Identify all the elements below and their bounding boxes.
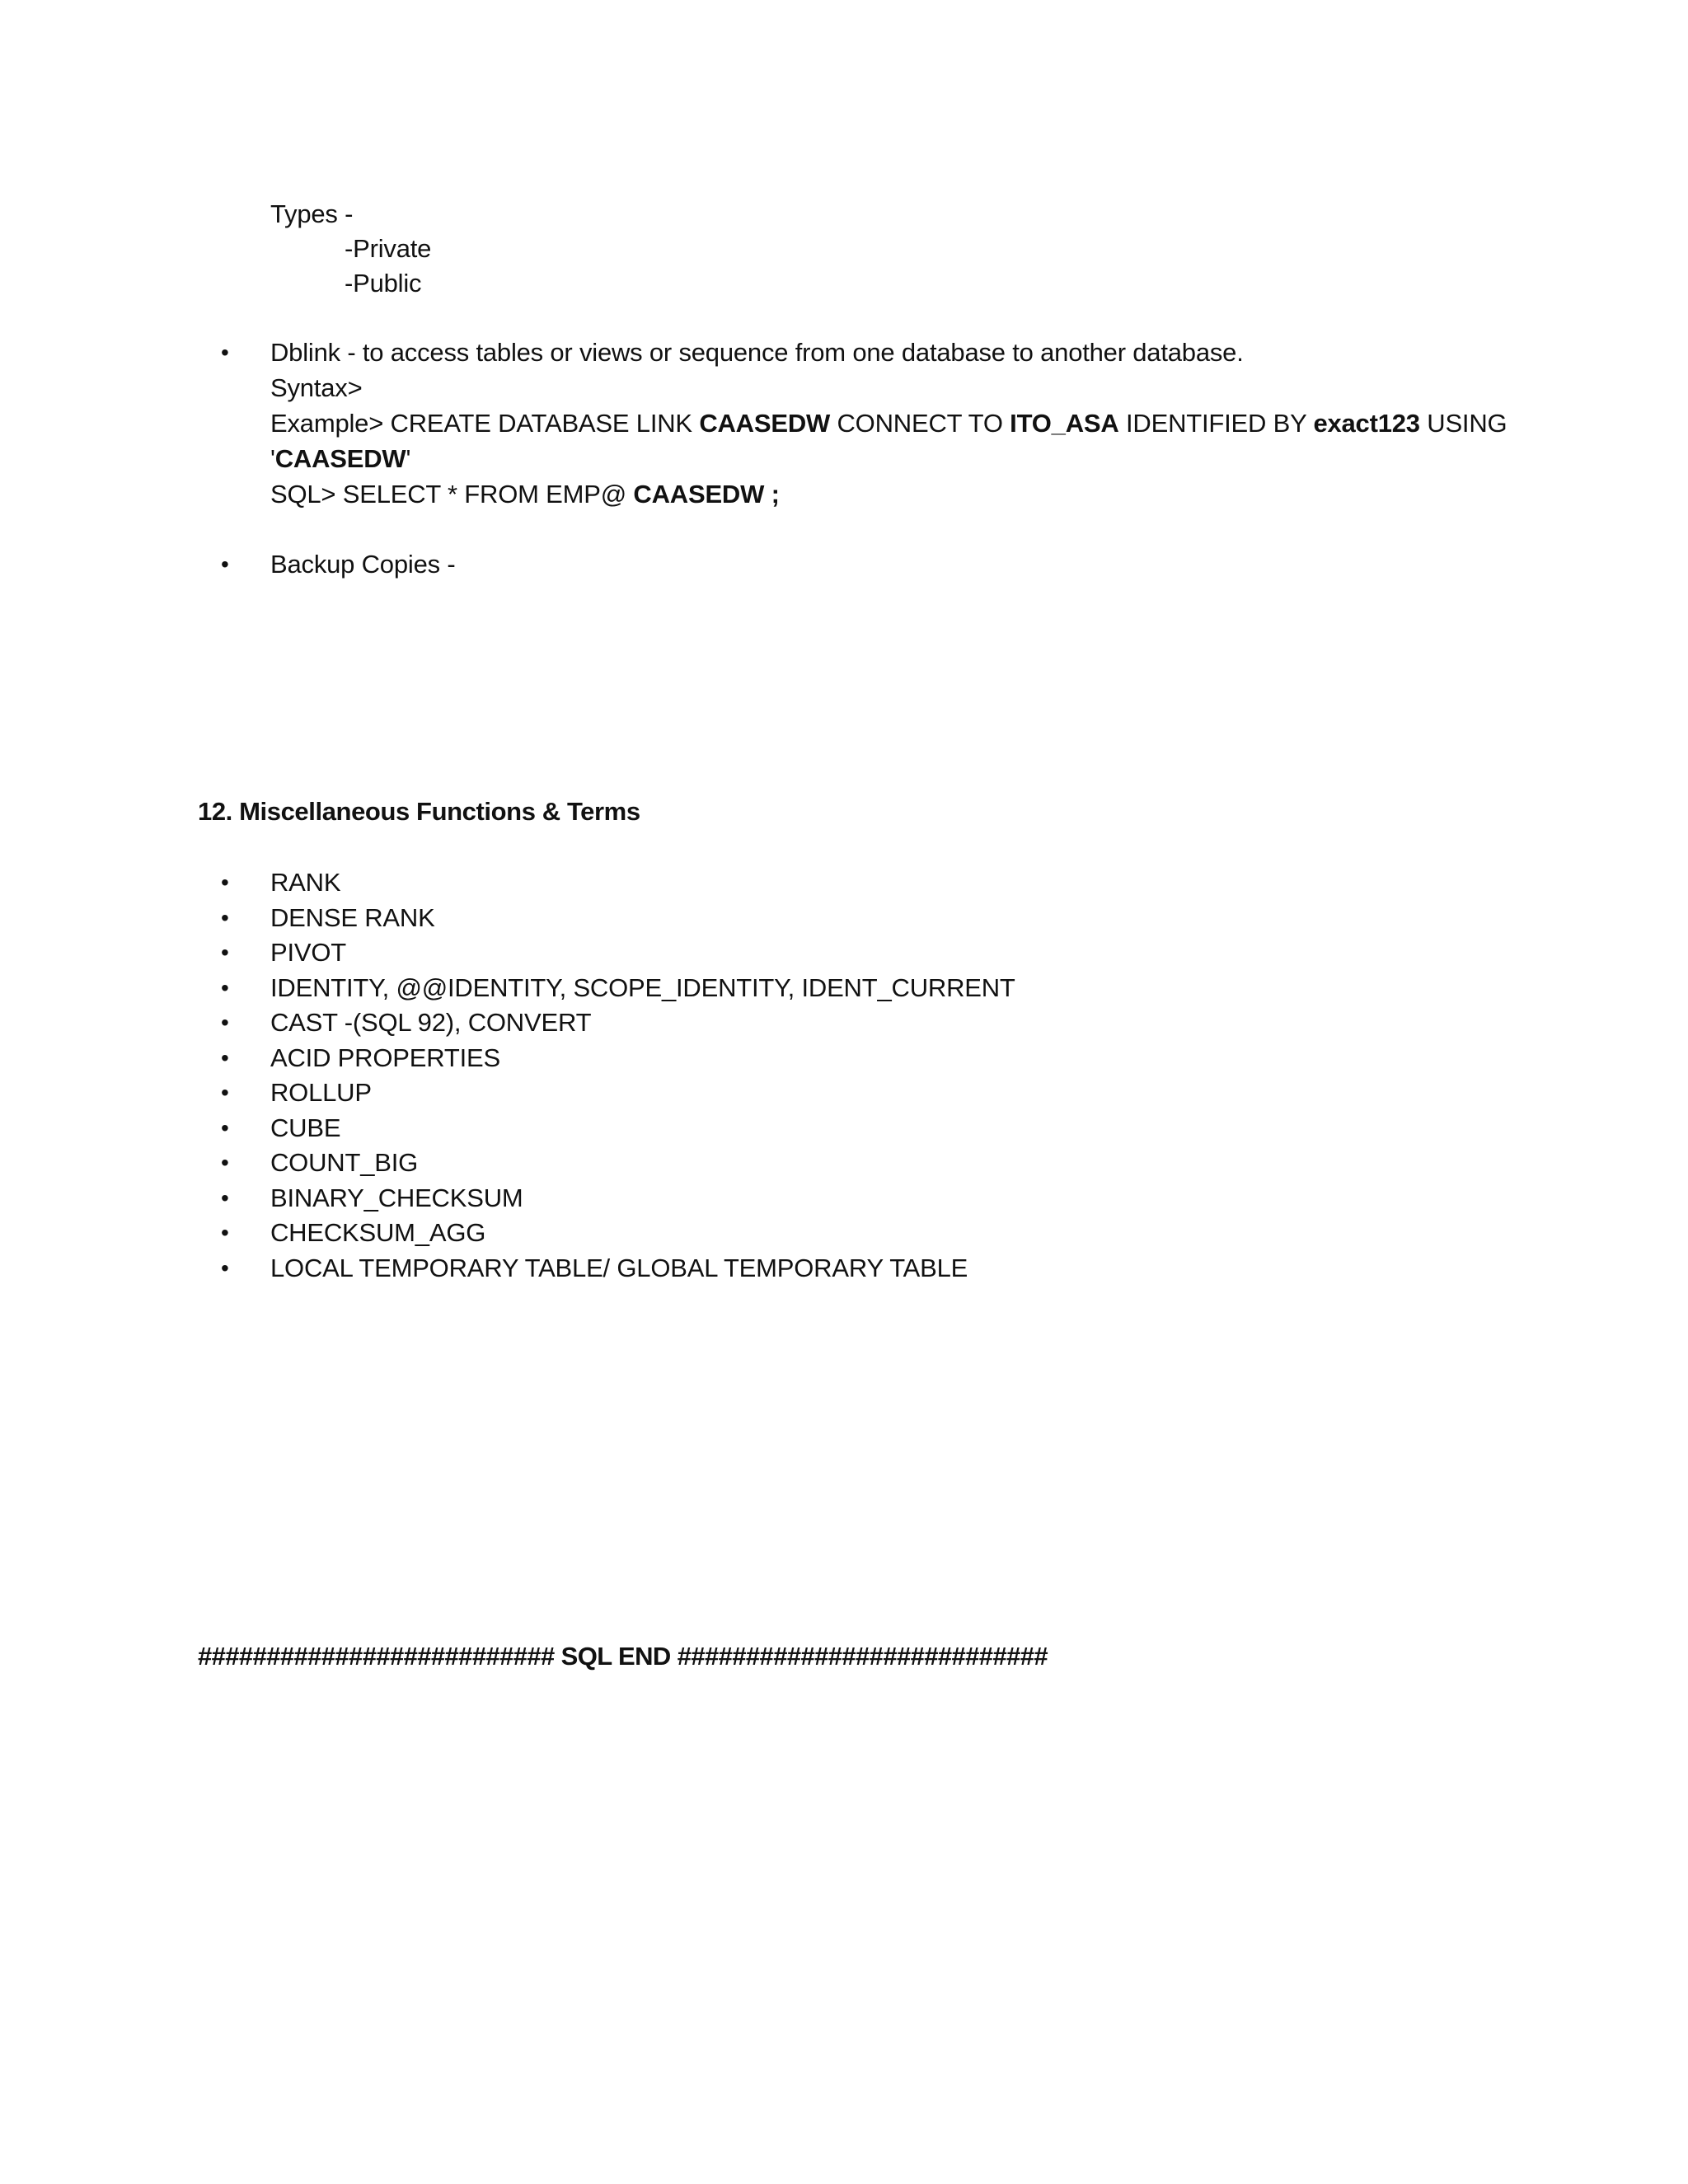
bullet-backup: •: [221, 551, 229, 577]
example-connect: CONNECT TO: [830, 409, 1010, 438]
example-identified: IDENTIFIED BY: [1118, 409, 1314, 438]
list-item-text: COUNT_BIG: [270, 1148, 419, 1177]
dblink-description: Dblink - to access tables or views or sequence from one database to another database.: [270, 338, 1244, 367]
backup-copies: Backup Copies -: [270, 550, 456, 579]
dblink-example: [270, 407, 1507, 440]
types-label: Types -: [270, 199, 354, 228]
quote-open: ': [270, 444, 275, 473]
example-password: exact123: [1313, 409, 1420, 438]
list-item-text: ROLLUP: [270, 1078, 372, 1107]
list-item-text: LOCAL TEMPORARY TABLE/ GLOBAL TEMPORARY TABLE: [270, 1253, 968, 1282]
bullet-glyph: •: [221, 1044, 229, 1071]
sql-end-line: ########################## SQL END ###########################: [198, 1642, 1048, 1671]
example-using: USING: [1419, 409, 1507, 438]
section-12-heading: 12. Miscellaneous Functions & Terms: [198, 797, 640, 826]
types-item-public: -Public: [345, 269, 422, 298]
bullet-glyph: •: [221, 974, 229, 1001]
bullet-glyph: •: [221, 1150, 229, 1175]
dblink-example-using-value: [270, 443, 410, 476]
bullet-glyph: •: [221, 1254, 229, 1281]
dblink-sql: [270, 478, 780, 511]
bullet-glyph: •: [221, 1010, 229, 1035]
bullet-glyph: •: [221, 1220, 229, 1245]
bullet-glyph: •: [221, 1080, 229, 1105]
list-item-text: CUBE: [270, 1113, 341, 1142]
list-item-text: PIVOT: [270, 938, 347, 967]
example-link-name: CAASEDW: [699, 409, 831, 438]
quote-close: ': [406, 444, 411, 473]
bullet-dblink: •: [221, 340, 229, 365]
sql-prefix: SQL> SELECT * FROM EMP@: [270, 480, 634, 509]
bullet-glyph: •: [221, 904, 229, 930]
bullet-glyph: •: [221, 940, 229, 965]
list-item-text: DENSE RANK: [270, 902, 435, 932]
list-item-text: ACID PROPERTIES: [270, 1043, 500, 1072]
bullet-glyph: •: [221, 1184, 229, 1211]
list-item-text: CHECKSUM_AGG: [270, 1218, 486, 1247]
list-item-text: RANK: [270, 868, 341, 897]
list-item-text: CAST -(SQL 92), CONVERT: [270, 1008, 592, 1037]
dblink-syntax: Syntax>: [270, 373, 363, 402]
example-user: ITO_ASA: [1010, 409, 1119, 438]
using-value: CAASEDW: [274, 444, 406, 473]
types-item-private: -Private: [345, 234, 432, 263]
sql-link: CAASEDW ;: [633, 480, 780, 509]
example-prefix: Example> CREATE DATABASE LINK: [270, 409, 700, 438]
bullet-glyph: •: [221, 869, 229, 895]
list-item-text: BINARY_CHECKSUM: [270, 1183, 523, 1212]
list-item-text: IDENTITY, @@IDENTITY, SCOPE_IDENTITY, IDENT_CURRENT: [270, 972, 1015, 1002]
bullet-glyph: •: [221, 1114, 229, 1141]
